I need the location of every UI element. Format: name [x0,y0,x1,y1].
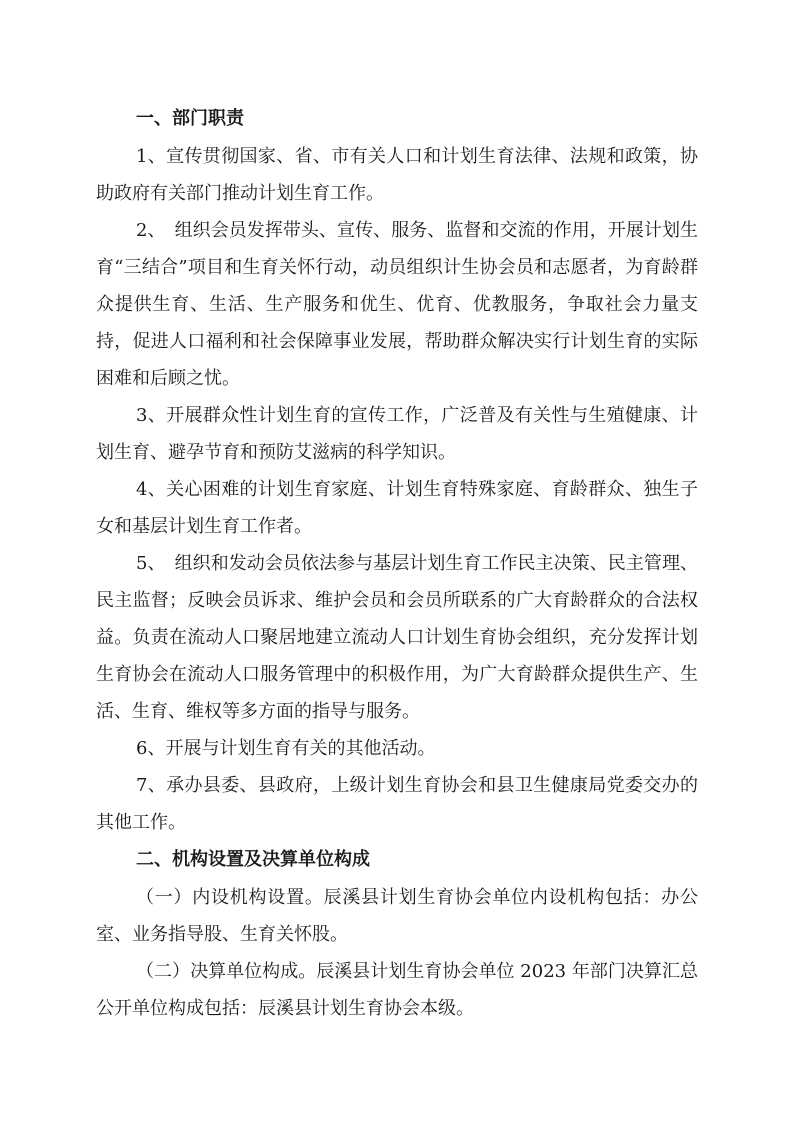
duty-item-4: 4、关心困难的计划生育家庭、计划生育特殊家庭、育龄群众、独生子女和基层计划生育工作者。 [96,479,698,537]
duty-item-6: 6、开展与计划生育有关的其他活动。 [136,738,436,759]
duty-item-7: 7、承办县委、县政府，上级计划生育协会和县卫生健康局党委交办的其他工作。 [96,775,698,833]
section-heading-structure: 二、机构设置及决算单位构成 [136,849,370,870]
structure-item-2: （二）决算单位构成。辰溪县计划生育协会单位 2023 年部门决算汇总公开单位构成包括：辰溪县计划生育协会本级。 [96,961,698,1019]
document-page [96,100,698,1027]
structure-item-1: （一）内设机构设置。辰溪县计划生育协会单位内设机构包括：办公室、业务指导股、生育关怀股。 [96,887,698,945]
duty-item-1: 1、宣传贯彻国家、省、市有关人口和计划生育法律、法规和政策，协助政府有关部门推动计划生育工作。 [96,146,698,204]
section-heading-duties: 一、部门职责 [136,108,244,129]
duty-item-2: 2、 组织会员发挥带头、宣传、服务、监督和交流的作用，开展计划生育“三结合”项目和生育关怀行动，动员组织计生协会员和志愿者，为育龄群众提供生育、生活、生产服务和优生、优育、优教服务，争取社会力量支持，促进人口福利和社会保障事业发展，帮助群众解决实行计划生育的实际困难和后顾之忧。 [96,220,698,389]
duty-item-3: 3、开展群众性计划生育的宣传工作，广泛普及有关性与生殖健康、计划生育、避孕节育和预防艾滋病的科学知识。 [96,405,698,463]
duty-item-5: 5、 组织和发动会员依法参与基层计划生育工作民主决策、民主管理、民主监督；反映会员诉求、维护会员和会员所联系的广大育龄群众的合法权益。负责在流动人口聚居地建立流动人口计划生育协会组织，充分发挥计划生育协会在流动人口服务管理中的积极作用，为广大育龄群众提供生产、生活、生育、维权等多方面的指导与服务。 [96,553,698,722]
